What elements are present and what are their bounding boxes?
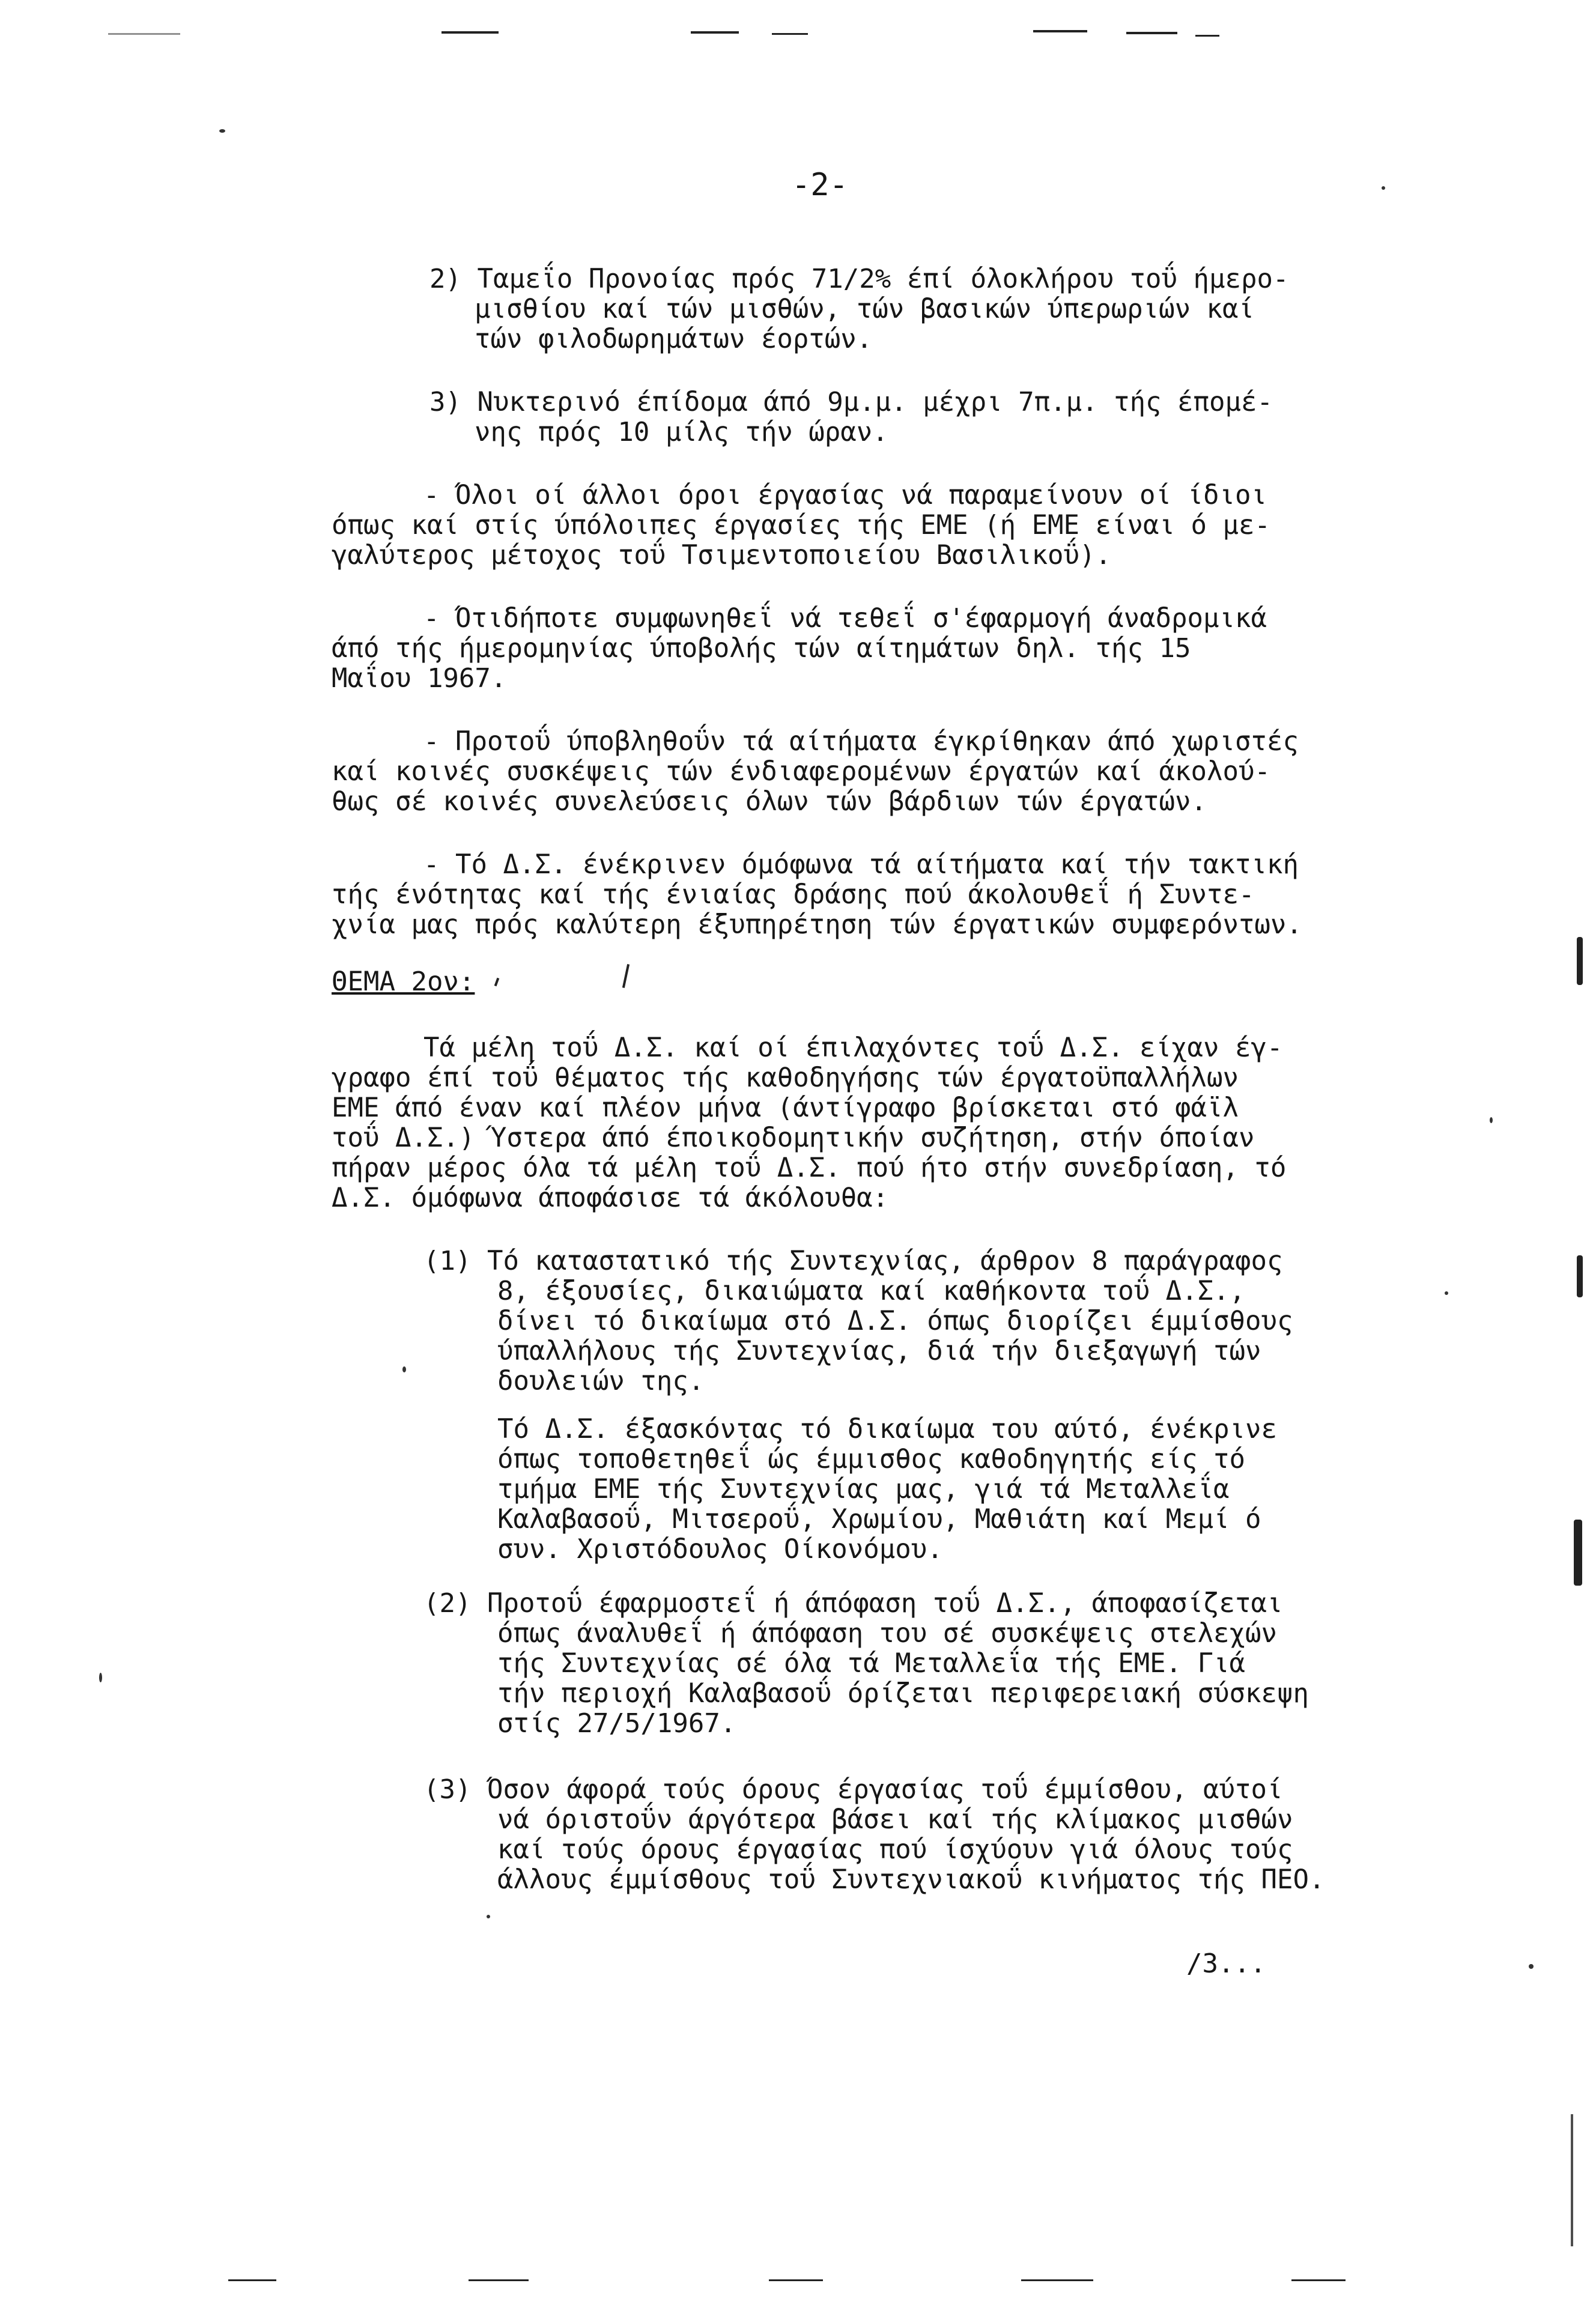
- text-line: - Όλοι οί άλλοι όροι έργασίας νά παραμείνουν οί ίδιοι: [423, 480, 1267, 511]
- text-line: τμήμα ΕΜΕ τής Συντεχνίας μας, γιά τά Μεταλλεΐα: [497, 1474, 1230, 1505]
- text-line: τήν περιοχή Καλαβασοΰ όρίζεται περιφερειακή σύσκεψη: [497, 1678, 1309, 1709]
- scan-speck: [1445, 1291, 1448, 1295]
- pen-mark: [622, 964, 630, 988]
- text-line: καί τούς όρους έργασίας πού ίσχύουν γιά όλους τούς: [497, 1834, 1293, 1865]
- scan-artifact: [108, 33, 180, 35]
- text-line: στίς 27/5/1967.: [497, 1708, 736, 1739]
- scan-artifact: [1033, 30, 1087, 32]
- text-line: νά όριστοΰν άργότερα βάσει καί τής κλίμακος μισθών: [497, 1804, 1293, 1835]
- text-line: Τό Δ.Σ. έξασκόντας τό δικαίωμα του αύτό, ένέκρινε: [497, 1414, 1278, 1444]
- text-line: 2) Ταμεΐο Προνοίας πρός 71/2% έπί όλοκλήρου τοΰ ήμερο-: [429, 264, 1289, 294]
- scan-artifact: [1126, 32, 1177, 34]
- scan-artifact: [469, 2279, 529, 2281]
- text-line: Καλαβασοΰ, Μιτσεροΰ, Χρωμίου, Μαθιάτη καί Μεμί ό: [497, 1504, 1261, 1535]
- text-line: δίνει τό δικαίωμα στό Δ.Σ. όπως διορίζει έμμίσθους: [497, 1306, 1293, 1336]
- text-line: πήραν μέρος όλα τά μέλη τοΰ Δ.Σ. πού ήτο στήν συνεδρίαση, τό: [332, 1153, 1287, 1183]
- text-line: τής Συντεχνίας σέ όλα τά Μεταλλεΐα τής ΕΜΕ. Γιά: [497, 1648, 1246, 1679]
- pen-mark: [494, 978, 500, 987]
- text-line: - Τό Δ.Σ. ένέκρινεν όμόφωνα τά αίτήματα καί τήν τακτική: [423, 849, 1299, 880]
- scan-speck: [1382, 186, 1385, 190]
- text-line: γαλύτερος μέτοχος τοΰ Τσιμεντοποιείου Βασιλικοΰ).: [332, 540, 1112, 571]
- text-line: Δ.Σ. όμόφωνα άποφάσισε τά άκόλουθα:: [332, 1183, 889, 1213]
- scan-artifact: [769, 2279, 823, 2281]
- scan-artifact: [772, 33, 808, 35]
- scan-artifact: [1571, 2114, 1573, 2246]
- text-line: (1) Τό καταστατικό τής Συντεχνίας, άρθρον 8 παράγραφος: [423, 1246, 1283, 1276]
- text-line: τών φιλοδωρημάτων έορτών.: [475, 324, 873, 354]
- text-line: νης πρός 10 μίλς τήν ώραν.: [475, 417, 888, 447]
- text-line: όπως καί στίς ύπόλοιπες έργασίες τής ΕΜΕ (ή ΕΜΕ είναι ό με-: [332, 510, 1270, 541]
- scan-artifact: [1291, 2279, 1346, 2281]
- scan-speck: [487, 1915, 490, 1918]
- scan-speck: [219, 129, 225, 133]
- scan-speck: [402, 1366, 406, 1372]
- text-line: ύπαλλήλους τής Συντεχνίας, διά τήν διεξαγωγή τών: [497, 1336, 1261, 1366]
- text-line: καί κοινές συσκέψεις τών ένδιαφερομένων έργατών καί άκολού-: [332, 756, 1270, 787]
- text-line: γραφο έπί τοΰ θέματος τής καθοδηγήσης τών έργατοϋπαλλήλων: [332, 1063, 1239, 1093]
- text-line: τοΰ Δ.Σ.) Ύστερα άπό έποικοδομητικήν συζήτηση, στήν όποίαν: [332, 1123, 1255, 1153]
- scan-artifact: [1021, 2279, 1093, 2281]
- text-line: (3) Όσον άφορά τούς όρους έργασίας τοΰ έμμίσθου, αύτοί: [423, 1774, 1283, 1805]
- text-line: ΕΜΕ άπό έναν καί πλέον μήνα (άντίγραφο βρίσκεται στό φάϊλ: [332, 1093, 1239, 1123]
- scan-artifact: [228, 2279, 276, 2281]
- scan-artifact: [1195, 35, 1219, 37]
- text-line: άπό τής ήμερομηνίας ύποβολής τών αίτημάτων δηλ. τής 15: [332, 633, 1191, 664]
- text-line: συν. Χριστόδουλος Οίκονόμου.: [497, 1534, 943, 1565]
- scan-artifact: [1577, 1255, 1583, 1297]
- scan-artifact: [691, 31, 739, 34]
- text-line: άλλους έμμίσθους τοΰ Συντεχνιακοΰ κινήματος τής ΠΕΟ.: [497, 1864, 1325, 1895]
- text-line: - Ότιδήποτε συμφωνηθεΐ νά τεθεΐ σ'έφαρμογή άναδρομικά: [423, 603, 1267, 634]
- scan-speck: [1490, 1117, 1493, 1123]
- text-line: - Προτοΰ ύποβληθοΰν τά αίτήματα έγκρίθηκαν άπό χωριστές: [423, 726, 1299, 757]
- section-heading: ΘΕΜΑ 2ον:: [332, 966, 475, 997]
- text-line: Τά μέλη τοΰ Δ.Σ. καί οί έπιλαχόντες τοΰ Δ.Σ. είχαν έγ-: [423, 1032, 1283, 1063]
- scan-artifact: [1577, 937, 1583, 985]
- text-line: Μαΐου 1967.: [332, 663, 507, 694]
- text-line: μισθίου καί τών μισθών, τών βασικών ύπερωριών καί: [475, 294, 1255, 324]
- scan-speck: [99, 1673, 102, 1682]
- scan-speck: [1529, 1964, 1534, 1969]
- text-line: όπως άναλυθεΐ ή άπόφαση του σέ συσκέψεις στελεχών: [497, 1618, 1278, 1649]
- text-line: 3) Νυκτερινό έπίδομα άπό 9μ.μ. μέχρι 7π.μ. τής έπομέ-: [429, 387, 1273, 417]
- scan-artifact: [1574, 1520, 1582, 1586]
- page-number: -2-: [792, 167, 848, 203]
- text-line: θως σέ κοινές συνελεύσεις όλων τών βάρδιων τών έργατών.: [332, 786, 1207, 817]
- text-line: τής ένότητας καί τής ένιαίας δράσης πού άκολουθεΐ ή Συντε-: [332, 879, 1255, 910]
- continued-marker: /3...: [1186, 1948, 1266, 1979]
- text-line: 8, έξουσίες, δικαιώματα καί καθήκοντα τοΰ Δ.Σ.,: [497, 1276, 1246, 1306]
- text-line: δουλειών της.: [497, 1366, 705, 1396]
- text-line: χνία μας πρός καλύτερη έξυπηρέτηση τών έργατικών συμφερόντων.: [332, 909, 1302, 940]
- scan-artifact: [441, 31, 499, 34]
- text-line: (2) Προτοΰ έφαρμοστεΐ ή άπόφαση τοΰ Δ.Σ., άποφασίζεται: [423, 1588, 1283, 1619]
- text-line: όπως τοποθετηθεΐ ώς έμμισθος καθοδηγητής είς τό: [497, 1444, 1246, 1475]
